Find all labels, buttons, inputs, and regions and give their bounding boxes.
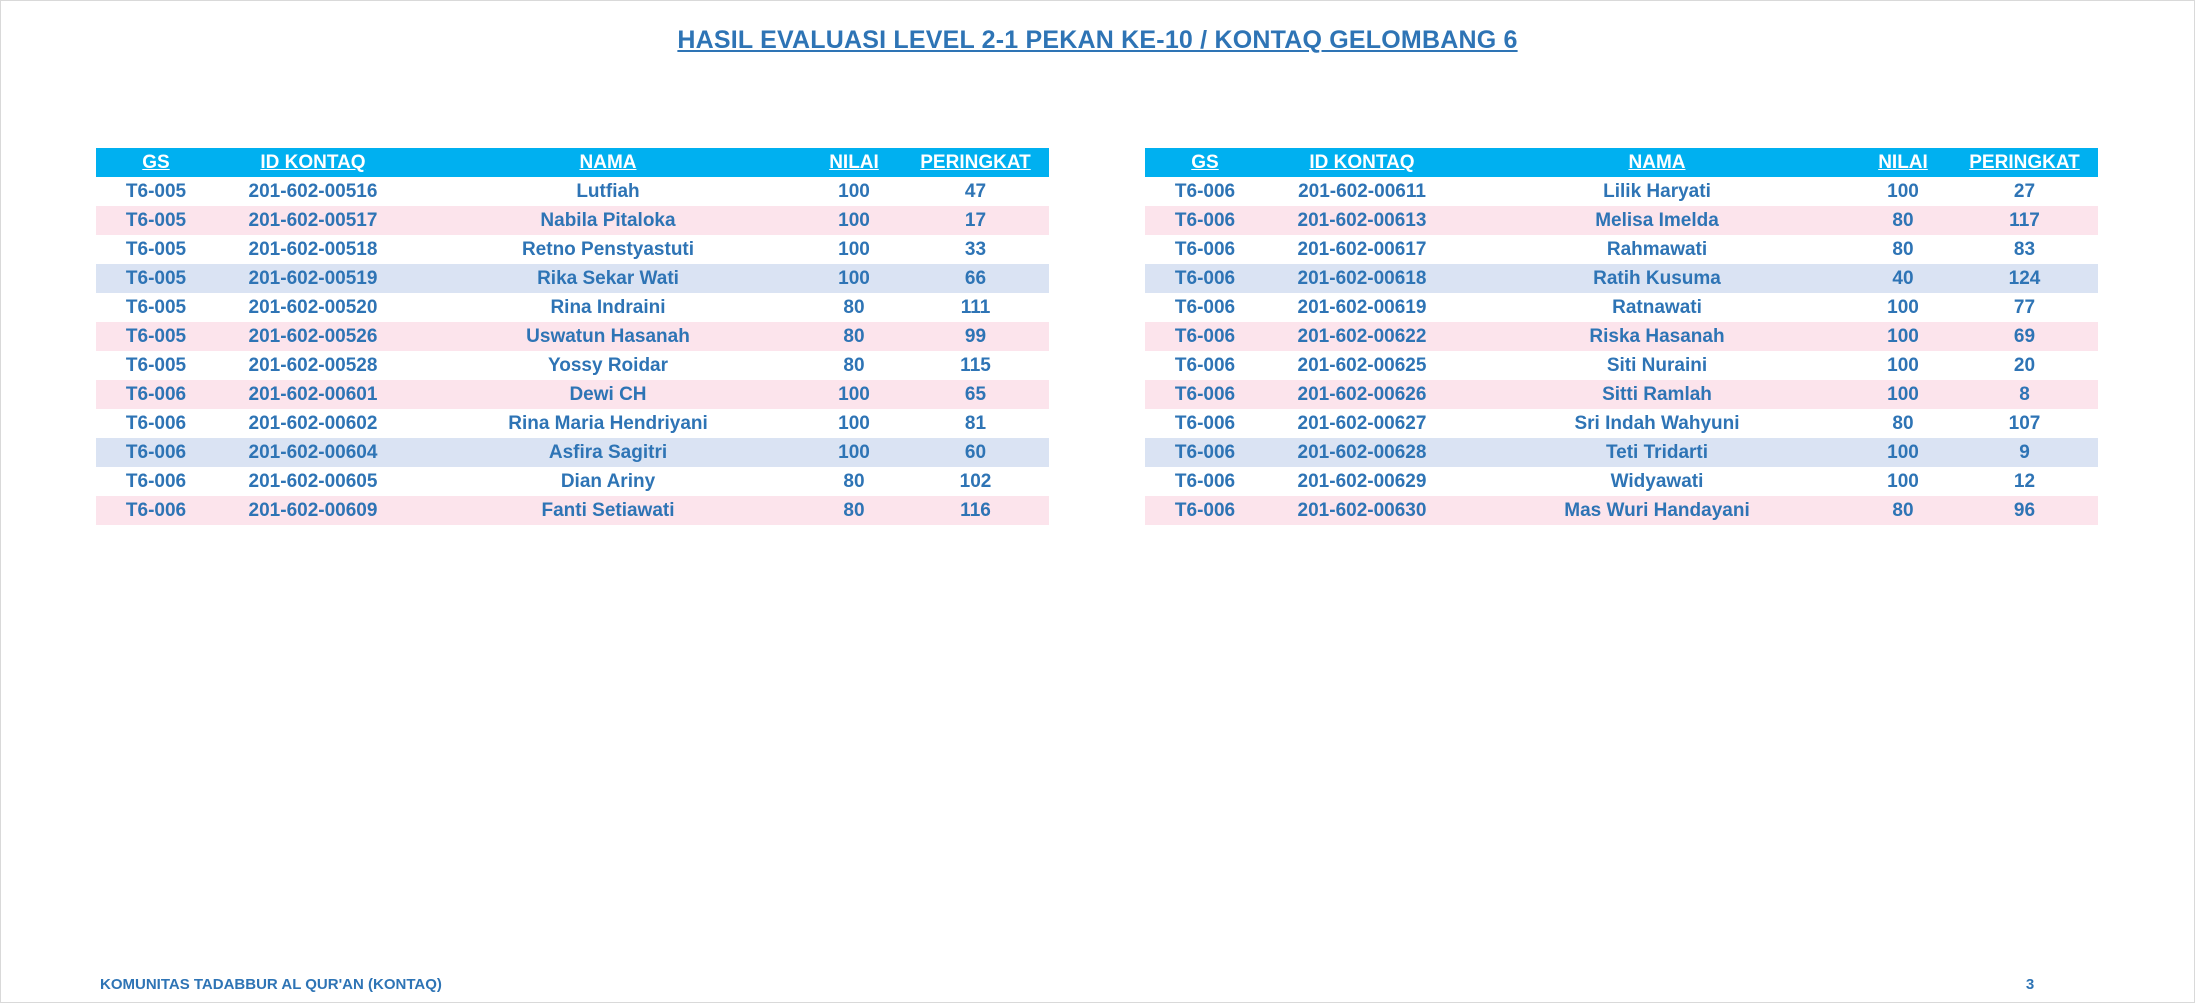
table-row (1145, 438, 2098, 467)
table-row (1145, 177, 2098, 206)
cell-id-kontaq: 201-602-00604 (216, 438, 410, 467)
cell-nilai: 100 (806, 380, 902, 409)
cell-gs: T6-006 (96, 467, 216, 496)
table-row (96, 496, 1049, 525)
table-row (96, 351, 1049, 380)
cell-nilai: 100 (806, 409, 902, 438)
cell-nama: Asfira Sagitri (410, 438, 806, 467)
column-header-nilai: NILAI (806, 148, 902, 177)
table-row (1145, 264, 2098, 293)
cell-peringkat: 116 (902, 496, 1049, 525)
cell-nama: Nabila Pitaloka (410, 206, 806, 235)
cell-gs: T6-006 (1145, 380, 1265, 409)
cell-peringkat: 8 (1951, 380, 2098, 409)
cell-peringkat: 83 (1951, 235, 2098, 264)
cell-nilai: 80 (806, 351, 902, 380)
column-header-id-kontaq: ID KONTAQ (1265, 148, 1459, 177)
cell-nama: Uswatun Hasanah (410, 322, 806, 351)
cell-nama: Riska Hasanah (1459, 322, 1855, 351)
cell-gs: T6-005 (96, 235, 216, 264)
cell-peringkat: 9 (1951, 438, 2098, 467)
cell-id-kontaq: 201-602-00619 (1265, 293, 1459, 322)
cell-id-kontaq: 201-602-00609 (216, 496, 410, 525)
cell-nama: Fanti Setiawati (410, 496, 806, 525)
table-row (1145, 235, 2098, 264)
cell-peringkat: 115 (902, 351, 1049, 380)
cell-gs: T6-006 (1145, 293, 1265, 322)
cell-gs: T6-006 (1145, 177, 1265, 206)
cell-gs: T6-006 (1145, 235, 1265, 264)
table-body (1145, 177, 2098, 525)
page-title: HASIL EVALUASI LEVEL 2-1 PEKAN KE-10 / KONTAQ GELOMBANG 6 (677, 26, 1518, 54)
cell-peringkat: 77 (1951, 293, 2098, 322)
cell-id-kontaq: 201-602-00626 (1265, 380, 1459, 409)
cell-peringkat: 20 (1951, 351, 2098, 380)
cell-id-kontaq: 201-602-00526 (216, 322, 410, 351)
cell-nilai: 100 (806, 235, 902, 264)
cell-nama: Lutfiah (410, 177, 806, 206)
cell-id-kontaq: 201-602-00625 (1265, 351, 1459, 380)
column-header-nama: NAMA (410, 148, 806, 177)
cell-nama: Sri Indah Wahyuni (1459, 409, 1855, 438)
table-row (96, 467, 1049, 496)
table-header-row (1145, 148, 2098, 177)
cell-nilai: 80 (806, 467, 902, 496)
table-row (1145, 380, 2098, 409)
cell-nilai: 80 (1855, 206, 1951, 235)
cell-peringkat: 99 (902, 322, 1049, 351)
table-row (1145, 351, 2098, 380)
column-header-gs: GS (96, 148, 216, 177)
cell-peringkat: 111 (902, 293, 1049, 322)
score-table-left (96, 148, 1049, 525)
cell-nilai: 40 (1855, 264, 1951, 293)
cell-id-kontaq: 201-602-00629 (1265, 467, 1459, 496)
cell-nama: Ratnawati (1459, 293, 1855, 322)
cell-nama: Rika Sekar Wati (410, 264, 806, 293)
table-row (96, 206, 1049, 235)
cell-peringkat: 124 (1951, 264, 2098, 293)
cell-nilai: 80 (806, 322, 902, 351)
cell-nilai: 80 (806, 293, 902, 322)
column-header-nama: NAMA (1459, 148, 1855, 177)
cell-gs: T6-006 (1145, 206, 1265, 235)
cell-nama: Yossy Roidar (410, 351, 806, 380)
cell-gs: T6-006 (1145, 467, 1265, 496)
table-row (96, 409, 1049, 438)
cell-id-kontaq: 201-602-00602 (216, 409, 410, 438)
cell-nama: Dewi CH (410, 380, 806, 409)
column-header-id-kontaq: ID KONTAQ (216, 148, 410, 177)
cell-gs: T6-006 (96, 409, 216, 438)
cell-id-kontaq: 201-602-00605 (216, 467, 410, 496)
cell-peringkat: 66 (902, 264, 1049, 293)
page-number: 3 (2025, 976, 2035, 993)
cell-peringkat: 27 (1951, 177, 2098, 206)
cell-nama: Rina Indraini (410, 293, 806, 322)
cell-nilai: 100 (806, 206, 902, 235)
cell-gs: T6-006 (96, 438, 216, 467)
cell-nilai: 80 (806, 496, 902, 525)
cell-gs: T6-005 (96, 206, 216, 235)
cell-id-kontaq: 201-602-00628 (1265, 438, 1459, 467)
cell-nilai: 80 (1855, 235, 1951, 264)
cell-gs: T6-006 (96, 380, 216, 409)
cell-peringkat: 17 (902, 206, 1049, 235)
cell-nama: Sitti Ramlah (1459, 380, 1855, 409)
cell-gs: T6-006 (1145, 322, 1265, 351)
cell-nama: Melisa Imelda (1459, 206, 1855, 235)
cell-gs: T6-005 (96, 177, 216, 206)
cell-peringkat: 81 (902, 409, 1049, 438)
cell-gs: T6-005 (96, 293, 216, 322)
cell-peringkat: 12 (1951, 467, 2098, 496)
cell-gs: T6-006 (1145, 409, 1265, 438)
cell-nilai: 100 (806, 264, 902, 293)
table-row (96, 380, 1049, 409)
cell-id-kontaq: 201-602-00618 (1265, 264, 1459, 293)
table-body (96, 177, 1049, 525)
cell-nilai: 100 (1855, 322, 1951, 351)
cell-peringkat: 60 (902, 438, 1049, 467)
cell-nilai: 100 (1855, 467, 1951, 496)
cell-peringkat: 107 (1951, 409, 2098, 438)
cell-nama: Rahmawati (1459, 235, 1855, 264)
cell-id-kontaq: 201-602-00518 (216, 235, 410, 264)
cell-nama: Teti Tridarti (1459, 438, 1855, 467)
cell-gs: T6-006 (1145, 496, 1265, 525)
cell-nilai: 100 (1855, 380, 1951, 409)
table-row (96, 438, 1049, 467)
table-row (1145, 322, 2098, 351)
table-row (1145, 496, 2098, 525)
table-row (96, 293, 1049, 322)
column-header-nilai: NILAI (1855, 148, 1951, 177)
cell-nilai: 80 (1855, 409, 1951, 438)
cell-peringkat: 65 (902, 380, 1049, 409)
cell-id-kontaq: 201-602-00516 (216, 177, 410, 206)
cell-gs: T6-006 (1145, 438, 1265, 467)
cell-nama: Mas Wuri Handayani (1459, 496, 1855, 525)
table-row (96, 322, 1049, 351)
cell-nilai: 100 (1855, 438, 1951, 467)
score-table-right (1145, 148, 2098, 525)
cell-nama: Ratih Kusuma (1459, 264, 1855, 293)
cell-gs: T6-006 (96, 496, 216, 525)
cell-peringkat: 33 (902, 235, 1049, 264)
cell-id-kontaq: 201-602-00517 (216, 206, 410, 235)
cell-nama: Dian Ariny (410, 467, 806, 496)
cell-peringkat: 117 (1951, 206, 2098, 235)
table-row (1145, 293, 2098, 322)
cell-nilai: 100 (806, 438, 902, 467)
table-row (1145, 467, 2098, 496)
cell-id-kontaq: 201-602-00611 (1265, 177, 1459, 206)
cell-gs: T6-005 (96, 264, 216, 293)
cell-id-kontaq: 201-602-00520 (216, 293, 410, 322)
cell-peringkat: 47 (902, 177, 1049, 206)
table-row (96, 177, 1049, 206)
cell-gs: T6-006 (1145, 351, 1265, 380)
table-header-row (96, 148, 1049, 177)
cell-peringkat: 102 (902, 467, 1049, 496)
cell-nama: Retno Penstyastuti (410, 235, 806, 264)
cell-nilai: 80 (1855, 496, 1951, 525)
cell-id-kontaq: 201-602-00617 (1265, 235, 1459, 264)
cell-id-kontaq: 201-602-00622 (1265, 322, 1459, 351)
cell-nama: Lilik Haryati (1459, 177, 1855, 206)
cell-peringkat: 69 (1951, 322, 2098, 351)
column-header-peringkat: PERINGKAT (1951, 148, 2098, 177)
table-row (1145, 409, 2098, 438)
column-header-gs: GS (1145, 148, 1265, 177)
cell-gs: T6-005 (96, 322, 216, 351)
cell-id-kontaq: 201-602-00613 (1265, 206, 1459, 235)
cell-gs: T6-006 (1145, 264, 1265, 293)
table-row (96, 264, 1049, 293)
cell-nilai: 100 (1855, 177, 1951, 206)
column-header-peringkat: PERINGKAT (902, 148, 1049, 177)
cell-nama: Widyawati (1459, 467, 1855, 496)
cell-nama: Siti Nuraini (1459, 351, 1855, 380)
cell-peringkat: 96 (1951, 496, 2098, 525)
cell-nilai: 100 (1855, 293, 1951, 322)
cell-id-kontaq: 201-602-00528 (216, 351, 410, 380)
table-row (96, 235, 1049, 264)
cell-id-kontaq: 201-602-00627 (1265, 409, 1459, 438)
cell-nama: Rina Maria Hendriyani (410, 409, 806, 438)
footer-organization: KOMUNITAS TADABBUR AL QUR'AN (KONTAQ) (100, 976, 442, 993)
cell-nilai: 100 (806, 177, 902, 206)
cell-id-kontaq: 201-602-00601 (216, 380, 410, 409)
cell-id-kontaq: 201-602-00630 (1265, 496, 1459, 525)
cell-gs: T6-005 (96, 351, 216, 380)
cell-nilai: 100 (1855, 351, 1951, 380)
cell-id-kontaq: 201-602-00519 (216, 264, 410, 293)
table-row (1145, 206, 2098, 235)
